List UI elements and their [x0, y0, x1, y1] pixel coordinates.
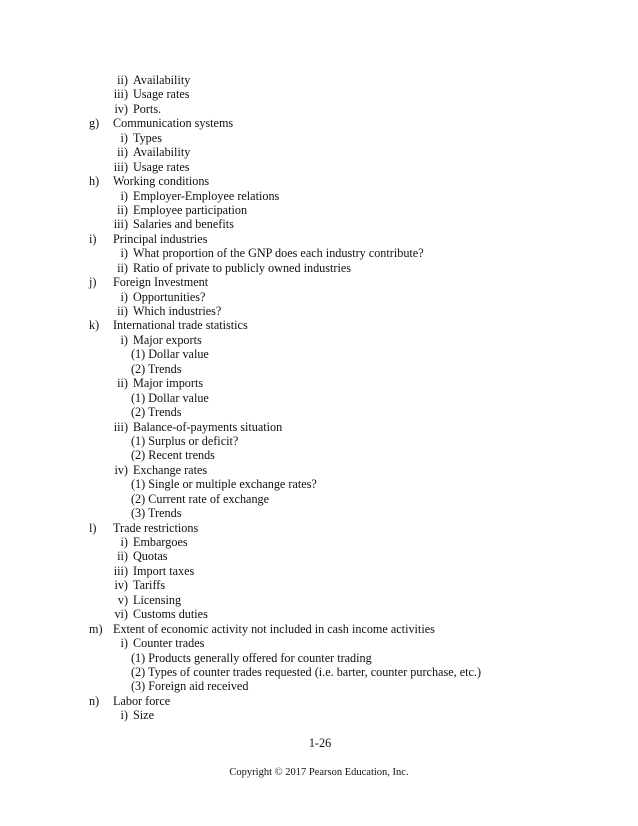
- outline-item-marker: l): [89, 520, 97, 535]
- outline-item-level-1: [0, 275, 638, 289]
- outline-item-marker: iv): [114, 462, 128, 477]
- outline-item-level-2: [0, 578, 638, 592]
- outline-item-level-2: [0, 420, 638, 434]
- outline-item-level-2: [0, 463, 638, 477]
- outline-item-marker: i): [120, 246, 128, 261]
- outline-item-level-3: [0, 651, 638, 665]
- outline-item-level-2: [0, 261, 638, 275]
- outline-item-text: Balance-of-payments situation: [133, 419, 283, 434]
- outline-item-text: What proportion of the GNP does each industry contribute?: [133, 246, 424, 261]
- outline-item-marker: i): [120, 188, 128, 203]
- outline-item-text: Tariffs: [133, 578, 166, 593]
- outline-item-text: (1) Dollar value: [131, 347, 209, 362]
- outline-item-text: Availability: [133, 73, 191, 87]
- outline-item-text: Employee participation: [133, 202, 248, 217]
- outline-item-level-3: [0, 679, 638, 693]
- outline-item-text: Licensing: [133, 592, 182, 607]
- outline-item-text: Exchange rates: [133, 462, 208, 477]
- outline-item-text: (2) Types of counter trades requested (i.e. barter, counter purchase, etc.): [131, 664, 482, 679]
- outline-item-marker: i): [120, 708, 128, 723]
- outline-item-level-2: [0, 564, 638, 578]
- outline-item-text: International trade statistics: [113, 318, 248, 333]
- outline-item-level-2: [0, 246, 638, 260]
- outline-item-level-2: [0, 217, 638, 231]
- outline-item-marker: i): [89, 231, 97, 246]
- outline-item-text: (2) Current rate of exchange: [131, 491, 270, 506]
- outline-item-marker: ii): [117, 304, 128, 318]
- outline-item-level-2: [0, 290, 638, 304]
- outline-item-level-3: [0, 492, 638, 506]
- outline-item-level-2: [0, 73, 638, 87]
- outline-item-marker: iii): [113, 159, 128, 174]
- outline-item-text: Which industries?: [133, 304, 222, 318]
- outline-item-text: (1) Surplus or deficit?: [131, 433, 239, 448]
- outline-item-text: Ports.: [133, 101, 162, 116]
- outline-item-marker: i): [120, 289, 128, 304]
- outline-item-level-2: [0, 87, 638, 101]
- outline-item-level-2: [0, 145, 638, 159]
- outline-item-marker: iii): [113, 419, 128, 434]
- outline-item-text: (1) Products generally offered for counter trading: [131, 650, 372, 665]
- outline-item-level-1: [0, 116, 638, 130]
- outline-item-level-2: [0, 549, 638, 563]
- outline-item-text: Ratio of private to publicly owned industries: [133, 260, 351, 275]
- outline-item-level-3: [0, 448, 638, 462]
- outline-item-marker: n): [89, 693, 100, 708]
- outline-item-text: (2) Recent trends: [131, 448, 215, 463]
- outline-item-text: Extent of economic activity not included in cash income activities: [113, 621, 435, 636]
- outline-item-text: Communication systems: [113, 116, 234, 131]
- outline-item-text: (2) Trends: [131, 361, 182, 376]
- outline-item-text: (3) Foreign aid received: [131, 679, 249, 694]
- outline-item-marker: iv): [114, 578, 128, 593]
- outline-item-marker: iv): [114, 101, 128, 116]
- outline-item-text: Working conditions: [113, 174, 210, 189]
- outline-item-marker: h): [89, 174, 100, 189]
- outline-item-text: Customs duties: [133, 607, 208, 622]
- outline-item-level-2: [0, 333, 638, 347]
- outline-item-text: Foreign Investment: [113, 275, 209, 290]
- outline-item-text: Counter trades: [133, 636, 205, 651]
- outline-item-text: Types: [133, 130, 162, 145]
- outline-item-level-3: [0, 506, 638, 520]
- outline-item-level-3: [0, 391, 638, 405]
- outline-item-text: Principal industries: [113, 231, 208, 246]
- outline-item-text: (3) Trends: [131, 506, 182, 521]
- outline-item-marker: ii): [117, 549, 128, 564]
- outline-item-marker: i): [120, 636, 128, 651]
- outline-item-marker: m): [89, 621, 103, 636]
- outline-item-level-2: [0, 131, 638, 145]
- outline-item-level-2: [0, 102, 638, 116]
- page-number-text: 1-26: [308, 736, 332, 750]
- outline-item-text: Embargoes: [133, 535, 188, 549]
- outline-item-level-2: [0, 593, 638, 607]
- outline-item-level-1: [0, 232, 638, 246]
- outline-item-text: Quotas: [133, 549, 168, 564]
- outline-item-level-2: [0, 708, 638, 722]
- outline-item-marker: v): [117, 592, 128, 607]
- outline-item-level-3: [0, 362, 638, 376]
- outline-item-text: Major exports: [133, 332, 202, 347]
- outline-item-level-1: [0, 174, 638, 188]
- outline-item-marker: iii): [113, 563, 128, 578]
- outline-item-text: (1) Dollar value: [131, 390, 209, 405]
- outline-item-level-1: [0, 521, 638, 535]
- outline-item-marker: i): [120, 535, 128, 549]
- outline-item-text: Major imports: [133, 376, 204, 391]
- outline-item-level-2: [0, 203, 638, 217]
- outline-item-text: (2) Trends: [131, 405, 182, 420]
- outline-item-text: Labor force: [113, 693, 171, 708]
- outline-item-text: Availability: [133, 145, 191, 160]
- copyright-notice: Copyright © 2017 Pearson Education, Inc.: [229, 767, 409, 778]
- outline-item-text: Usage rates: [133, 87, 190, 102]
- outline-item-marker: i): [120, 130, 128, 145]
- outline-item-marker: ii): [117, 73, 128, 87]
- outline-item-level-2: [0, 304, 638, 318]
- outline-item-marker: ii): [117, 202, 128, 217]
- outline-item-marker: k): [89, 318, 100, 333]
- outline-item-marker: ii): [117, 260, 128, 275]
- outline-item-level-3: [0, 434, 638, 448]
- page-number: [0, 736, 638, 750]
- outline-item-marker: iii): [113, 87, 128, 102]
- outline-item-text: Employer-Employee relations: [133, 188, 280, 203]
- outline-item-level-3: [0, 405, 638, 419]
- outline-item-level-2: [0, 535, 638, 549]
- outline-item-text: Trade restrictions: [113, 520, 199, 535]
- outline-item-level-3: [0, 477, 638, 491]
- outline-item-marker: vi): [114, 607, 128, 622]
- outline-item-level-2: [0, 376, 638, 390]
- outline-item-marker: ii): [117, 376, 128, 391]
- outline-item-marker: iii): [113, 217, 128, 232]
- outline-item-level-1: [0, 318, 638, 332]
- outline-item-marker: g): [89, 116, 100, 131]
- outline-item-text: Usage rates: [133, 159, 190, 174]
- outline-item-level-3: [0, 347, 638, 361]
- outline-item-text: Salaries and benefits: [133, 217, 234, 232]
- outline-item-level-2: [0, 607, 638, 621]
- outline-item-level-2: [0, 636, 638, 650]
- outline-list: [0, 73, 638, 723]
- outline-item-level-2: [0, 189, 638, 203]
- outline-item-text: Size: [133, 708, 154, 723]
- outline-item-marker: i): [120, 332, 128, 347]
- outline-item-level-2: [0, 160, 638, 174]
- outline-item-marker: j): [89, 275, 97, 290]
- outline-item-level-1: [0, 622, 638, 636]
- outline-item-text: Import taxes: [133, 563, 195, 578]
- outline-item-level-3: [0, 665, 638, 679]
- outline-item-level-1: [0, 694, 638, 708]
- outline-item-text: (1) Single or multiple exchange rates?: [131, 477, 317, 492]
- outline-item-marker: ii): [117, 145, 128, 160]
- outline-item-text: Opportunities?: [133, 289, 206, 304]
